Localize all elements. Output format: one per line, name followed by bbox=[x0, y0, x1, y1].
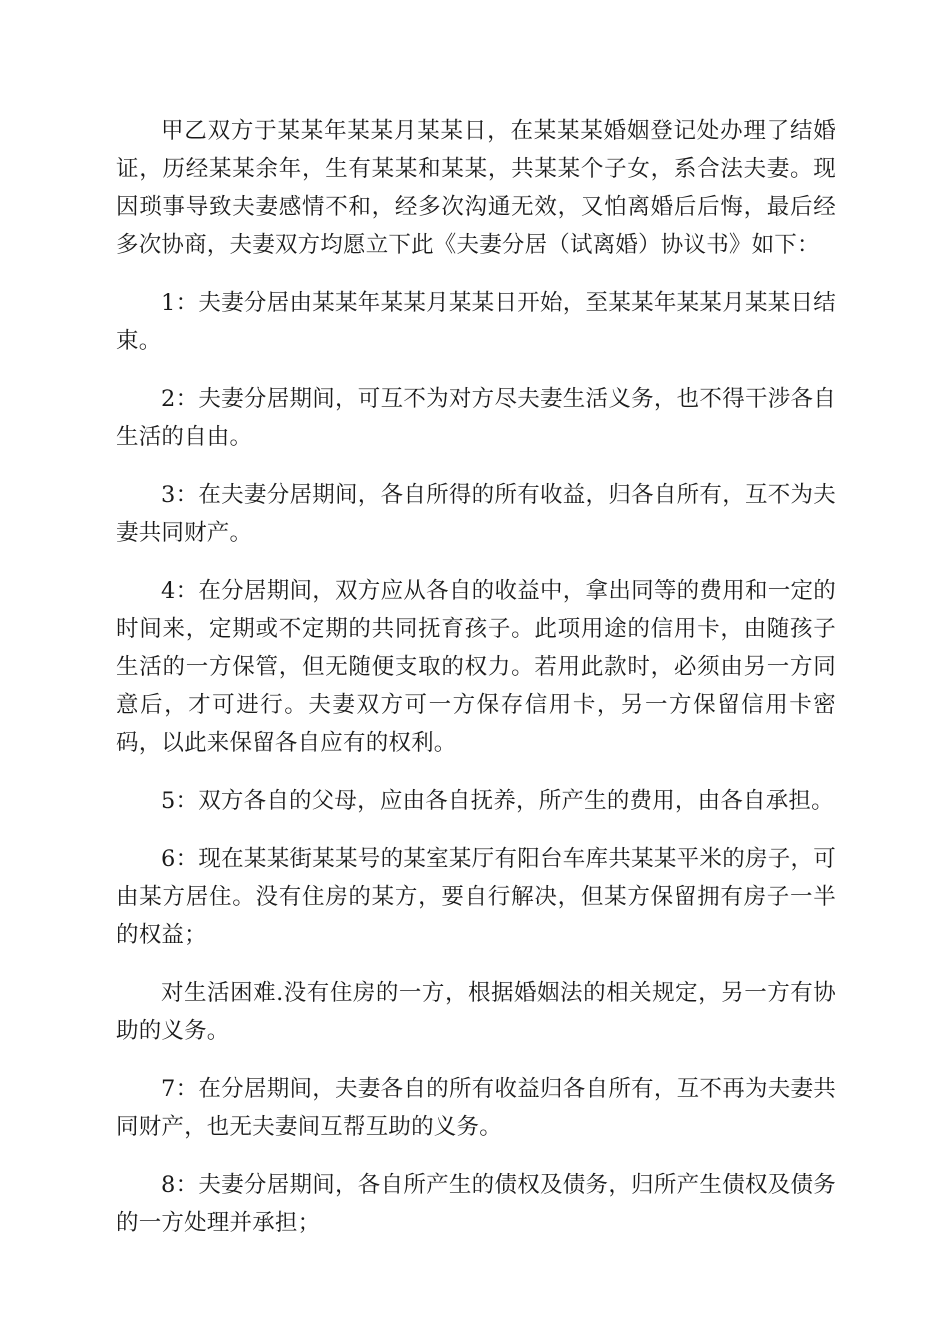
document-body bbox=[116, 112, 836, 1262]
clause-4-paragraph: 4：在分居期间，双方应从各自的收益中，拿出同等的费用和一定的时间来，定期或不定期的共同抚育孩子。此项用途的信用卡，由随孩子生活的一方保管，但无随便支取的权力。若用此款时，必须由另一方同意后，才可进行。夫妻双方可一方保存信用卡，另一方保留信用卡密码，以此来保留各自应有的权利。 bbox=[116, 578, 836, 756]
clause-2-paragraph: 2：夫妻分居期间，可互不为对方尽夫妻生活义务，也不得干涉各自生活的自由。 bbox=[116, 386, 836, 450]
clause-6-paragraph: 6：现在某某街某某号的某室某厅有阳台车库共某某平米的房子，可由某方居住。没有住房的某方，要自行解决，但某方保留拥有房子一半的权益； bbox=[116, 846, 836, 948]
intro-paragraph: 甲乙双方于某某年某某月某某日，在某某某婚姻登记处办理了结婚证，历经某某余年，生有某某和某某，共某某个子女，系合法夫妻。现因琐事导致夫妻感情不和，经多次沟通无效，又怕离婚后后悔，最后经多次协商，夫妻双方均愿立下此《夫妻分居（试离婚）协议书》如下： bbox=[116, 118, 836, 258]
clause-6-supplement-paragraph: 对生活困难.没有住房的一方，根据婚姻法的相关规定，另一方有协助的义务。 bbox=[116, 980, 836, 1044]
clause-7-paragraph: 7：在分居期间，夫妻各自的所有收益归各自所有，互不再为夫妻共同财产，也无夫妻间互帮互助的义务。 bbox=[116, 1076, 836, 1140]
clause-1-paragraph: 1：夫妻分居由某某年某某月某某日开始，至某某年某某月某某日结束。 bbox=[116, 290, 836, 354]
clause-3-paragraph: 3：在夫妻分居期间，各自所得的所有收益，归各自所有，互不为夫妻共同财产。 bbox=[116, 482, 836, 546]
clause-8-paragraph: 8：夫妻分居期间，各自所产生的债权及债务，归所产生债权及债务的一方处理并承担； bbox=[116, 1172, 836, 1236]
clause-5-paragraph: 5：双方各自的父母，应由各自抚养，所产生的费用，由各自承担。 bbox=[161, 788, 834, 814]
